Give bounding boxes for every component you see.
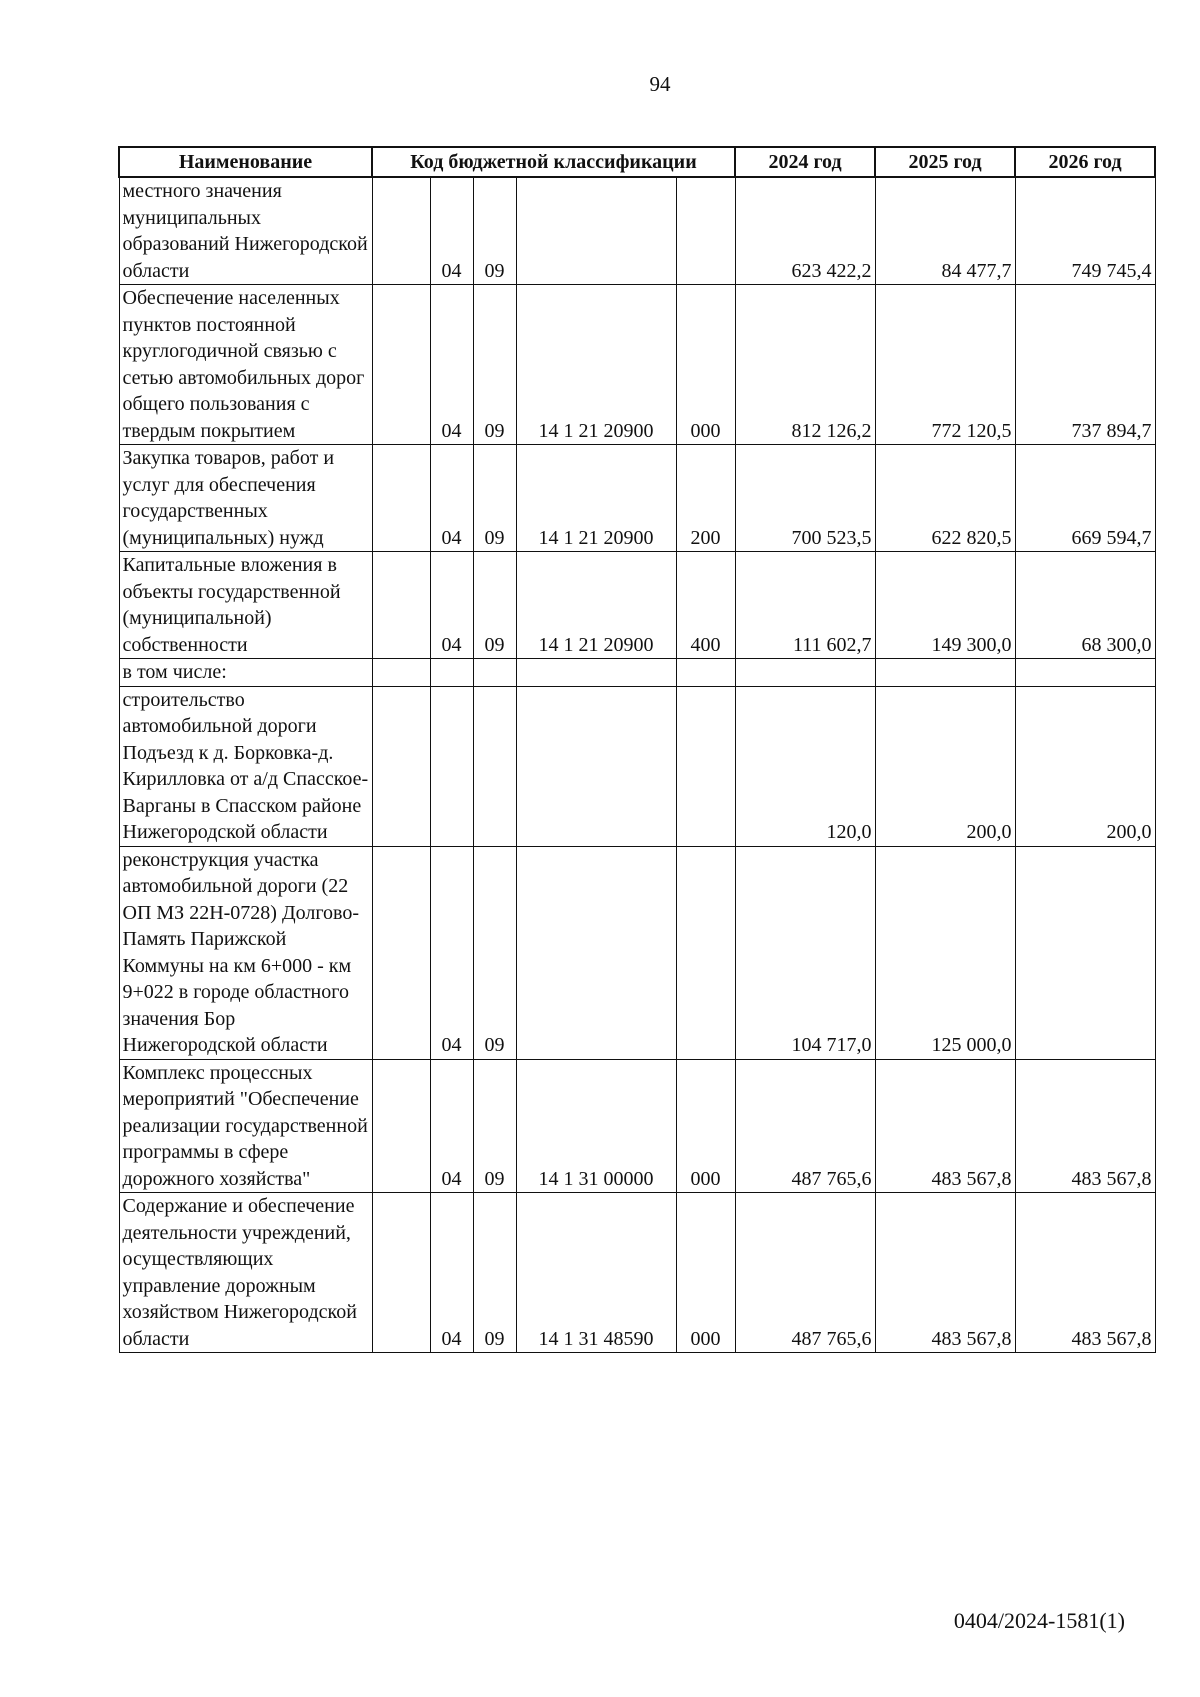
- row-name: Комплекс процессных мероприятий "Обеспечение реализации государственной программы в сфере дорожного хозяйства": [119, 1059, 372, 1193]
- code-part-1: [372, 177, 430, 285]
- code-target-article: [516, 177, 676, 285]
- table-row: [119, 846, 1155, 1059]
- value-2024: 487 765,6: [735, 1193, 875, 1353]
- code-subsection: [473, 659, 516, 687]
- row-name: реконструкция участка автомобильной дороги (22 ОП МЗ 22Н-0728) Долгово-Память Парижской Коммуны на км 6+000 - км 9+022 в городе областного значения Бор Нижегородской области: [119, 846, 372, 1059]
- value-2025: [875, 659, 1015, 687]
- value-2025: 483 567,8: [875, 1059, 1015, 1193]
- code-section: 04: [430, 1059, 473, 1193]
- code-part-1: [372, 1059, 430, 1193]
- value-2026: 749 745,4: [1015, 177, 1155, 285]
- code-expense-type: 200: [676, 445, 735, 552]
- header-2024: 2024 год: [735, 147, 875, 177]
- code-target-article: [516, 846, 676, 1059]
- table-header-row: [119, 147, 1155, 177]
- code-part-1: [372, 686, 430, 846]
- value-2026: [1015, 846, 1155, 1059]
- value-2025: 149 300,0: [875, 552, 1015, 659]
- table-row: [119, 285, 1155, 445]
- table-row: [119, 552, 1155, 659]
- code-expense-type: 000: [676, 1193, 735, 1353]
- code-section: 04: [430, 846, 473, 1059]
- code-target-article: 14 1 21 20900: [516, 285, 676, 445]
- table-row: [119, 177, 1155, 285]
- code-target-article: 14 1 21 20900: [516, 552, 676, 659]
- code-subsection: 09: [473, 552, 516, 659]
- value-2024: 120,0: [735, 686, 875, 846]
- code-expense-type: 400: [676, 552, 735, 659]
- code-target-article: [516, 686, 676, 846]
- code-part-1: [372, 285, 430, 445]
- value-2026: [1015, 659, 1155, 687]
- value-2026: 200,0: [1015, 686, 1155, 846]
- value-2025: 772 120,5: [875, 285, 1015, 445]
- row-name: Капитальные вложения в объекты государственной (муниципальной) собственности: [119, 552, 372, 659]
- code-target-article: [516, 659, 676, 687]
- code-subsection: 09: [473, 1059, 516, 1193]
- code-part-1: [372, 1193, 430, 1353]
- value-2025: 483 567,8: [875, 1193, 1015, 1353]
- value-2025: 622 820,5: [875, 445, 1015, 552]
- code-expense-type: 000: [676, 1059, 735, 1193]
- code-part-1: [372, 445, 430, 552]
- code-part-1: [372, 552, 430, 659]
- code-section: 04: [430, 1193, 473, 1353]
- value-2026: 68 300,0: [1015, 552, 1155, 659]
- code-section: 04: [430, 552, 473, 659]
- row-name: Обеспечение населенных пунктов постоянной круглогодичной связью с сетью автомобильных дорог общего пользования с твердым покрытием: [119, 285, 372, 445]
- row-name: Закупка товаров, работ и услуг для обеспечения государственных (муниципальных) нужд: [119, 445, 372, 552]
- code-section: 04: [430, 177, 473, 285]
- row-name: Содержание и обеспечение деятельности учреждений, осуществляющих управление дорожным хозяйством Нижегородской области: [119, 1193, 372, 1353]
- budget-table: [118, 146, 1156, 1353]
- code-section: 04: [430, 285, 473, 445]
- code-expense-type: [676, 686, 735, 846]
- page-number: 94: [649, 72, 671, 96]
- code-expense-type: 000: [676, 285, 735, 445]
- value-2025: 200,0: [875, 686, 1015, 846]
- code-subsection: 09: [473, 445, 516, 552]
- row-name: строительство автомобильной дороги Подъезд к д. Борковка-д. Кирилловка от а/д Спасское-Варганы в Спасском районе Нижегородской области: [119, 686, 372, 846]
- code-target-article: 14 1 31 48590: [516, 1193, 676, 1353]
- document-registration-code: 0404/2024-1581(1): [953, 1608, 1125, 1633]
- value-2024: 104 717,0: [735, 846, 875, 1059]
- header-2026: 2026 год: [1015, 147, 1155, 177]
- value-2026: 737 894,7: [1015, 285, 1155, 445]
- row-name: местного значения муниципальных образований Нижегородской области: [119, 177, 372, 285]
- code-subsection: [473, 686, 516, 846]
- header-code: Код бюджетной классификации: [372, 147, 735, 177]
- code-expense-type: [676, 659, 735, 687]
- value-2025: 125 000,0: [875, 846, 1015, 1059]
- row-name: в том числе:: [119, 659, 372, 687]
- header-2025: 2025 год: [875, 147, 1015, 177]
- value-2025: 84 477,7: [875, 177, 1015, 285]
- table-row: [119, 1059, 1155, 1193]
- table-row: [119, 659, 1155, 687]
- table-row: [119, 445, 1155, 552]
- code-expense-type: [676, 846, 735, 1059]
- value-2026: 669 594,7: [1015, 445, 1155, 552]
- code-section: [430, 686, 473, 846]
- code-subsection: 09: [473, 1193, 516, 1353]
- code-part-1: [372, 846, 430, 1059]
- value-2024: 487 765,6: [735, 1059, 875, 1193]
- header-name: Наименование: [119, 147, 372, 177]
- value-2024: 623 422,2: [735, 177, 875, 285]
- value-2026: 483 567,8: [1015, 1059, 1155, 1193]
- value-2024: 700 523,5: [735, 445, 875, 552]
- code-target-article: 14 1 31 00000: [516, 1059, 676, 1193]
- code-target-article: 14 1 21 20900: [516, 445, 676, 552]
- table-row: [119, 1193, 1155, 1353]
- value-2024: 812 126,2: [735, 285, 875, 445]
- code-section: [430, 659, 473, 687]
- code-expense-type: [676, 177, 735, 285]
- code-subsection: 09: [473, 846, 516, 1059]
- value-2026: 483 567,8: [1015, 1193, 1155, 1353]
- code-part-1: [372, 659, 430, 687]
- table-row: [119, 686, 1155, 846]
- value-2024: 111 602,7: [735, 552, 875, 659]
- code-section: 04: [430, 445, 473, 552]
- code-subsection: 09: [473, 285, 516, 445]
- value-2024: [735, 659, 875, 687]
- code-subsection: 09: [473, 177, 516, 285]
